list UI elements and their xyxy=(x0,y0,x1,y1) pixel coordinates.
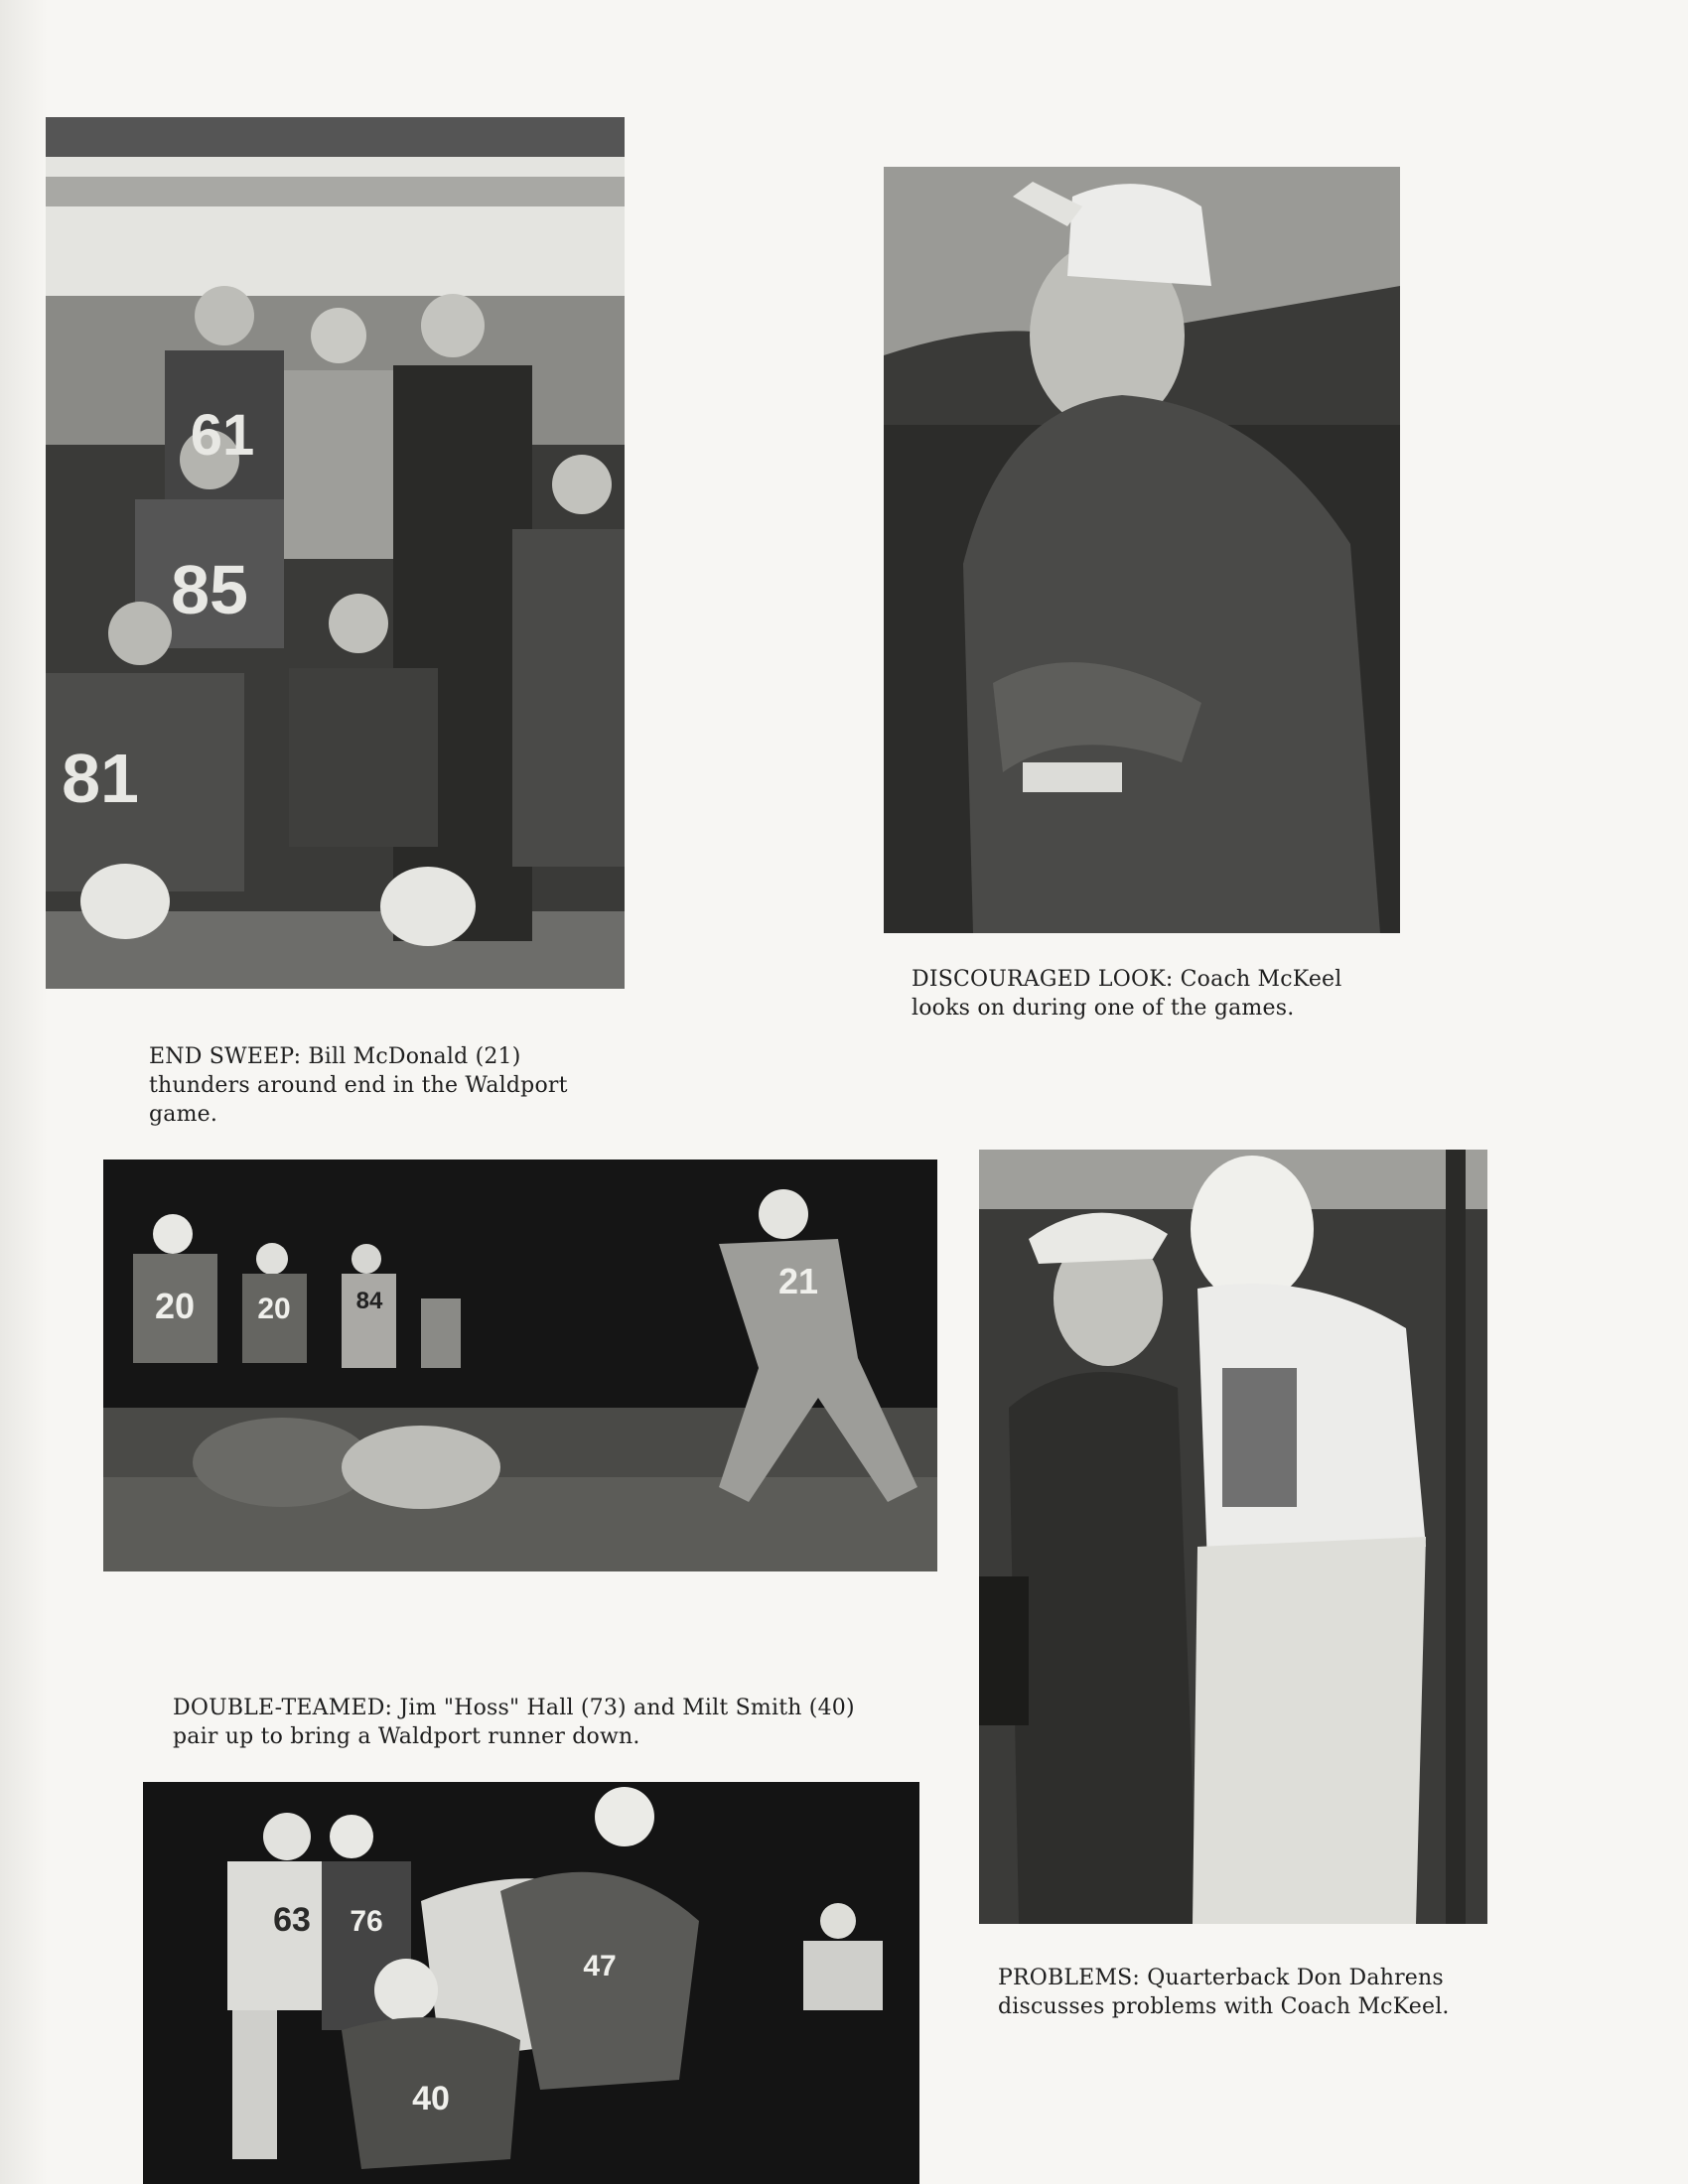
caption-problems-line2: discusses problems with Coach McKeel. xyxy=(998,1994,1450,2019)
jersey-number-84: 84 xyxy=(355,1288,383,1314)
jersey-number-61: 61 xyxy=(190,403,255,468)
caption-discouraged-line2: looks on during one of the games. xyxy=(912,996,1295,1021)
jersey-number-85: 85 xyxy=(171,551,248,628)
jersey-number-21: 21 xyxy=(777,1261,819,1301)
jersey-number-63: 63 xyxy=(273,1901,311,1939)
caption-double-teamed-line2: pair up to bring a Waldport runner down. xyxy=(173,1724,640,1749)
caption-discouraged-look xyxy=(912,965,1342,1023)
jersey-number-76: 76 xyxy=(350,1905,383,1938)
caption-end-sweep-line3: game. xyxy=(149,1102,218,1127)
caption-discouraged-line1: DISCOURAGED LOOK: Coach McKeel xyxy=(912,967,1342,992)
caption-problems xyxy=(998,1964,1450,2021)
jersey-number-40: 40 xyxy=(412,2080,450,2117)
caption-end-sweep xyxy=(149,1042,568,1129)
page-binding-edge xyxy=(0,0,48,2184)
jersey-number-47: 47 xyxy=(583,1950,617,1982)
team-group-photo xyxy=(46,117,625,989)
jersey-number-20-a: 20 xyxy=(154,1286,196,1326)
caption-double-teamed-line1: DOUBLE-TEAMED: Jim "Hoss" Hall (73) and Milt Smith (40) xyxy=(173,1696,855,1720)
caption-double-teamed xyxy=(173,1694,855,1751)
coach-and-quarterback-photo xyxy=(979,1150,1487,1924)
game-action-run-photo xyxy=(103,1160,937,1571)
jersey-number-20-b: 20 xyxy=(257,1293,291,1325)
caption-end-sweep-line1: END SWEEP: Bill McDonald (21) xyxy=(149,1044,521,1069)
coach-portrait-photo xyxy=(884,167,1400,933)
caption-problems-line1: PROBLEMS: Quarterback Don Dahrens xyxy=(998,1966,1444,1990)
game-action-pile-photo xyxy=(143,1782,919,2184)
caption-end-sweep-line2: thunders around end in the Waldport xyxy=(149,1073,568,1098)
jersey-number-81: 81 xyxy=(62,740,139,817)
